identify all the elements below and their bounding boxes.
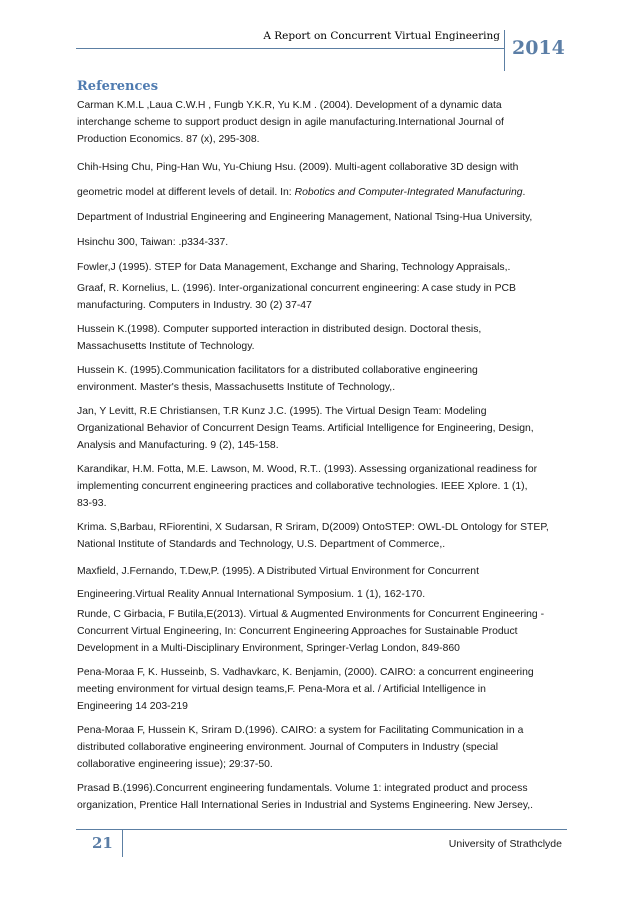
reference-line: distributed collaborative engineering environment. Journal of Computers in Industry (special — [77, 742, 499, 753]
reference-line: Jan, Y Levitt, R.E Christiansen, T.R Kunz J.C. (1995). The Virtual Design Team: Modeling — [77, 406, 487, 417]
reference-item — [77, 461, 567, 512]
reference-journal-title: Robotics and Computer-Integrated Manufacturing — [294, 187, 523, 198]
reference-item — [77, 722, 567, 773]
reference-line: Hussein K.(1998). Computer supported interaction in distributed design. Doctoral thesis, — [77, 324, 482, 335]
reference-item — [77, 519, 567, 553]
reference-line: Prasad B.(1996).Concurrent engineering fundamentals. Volume 1: integrated product and process — [77, 783, 528, 794]
reference-item — [77, 403, 567, 454]
reference-item — [77, 321, 567, 355]
reference-line: Development in a Multi-Disciplinary Environment, Springer-Verlag London, 849-860 — [77, 643, 460, 654]
reference-line: Krima. S,Barbau, RFiorentini, X Sudarsan, R Sriram, D(2009) OntoSTEP: OWL-DL Ontology for STEP, — [77, 522, 549, 533]
reference-line: Graaf, R. Kornelius, L. (1996). Inter-organizational concurrent engineering: A case study in PCB — [77, 283, 516, 294]
reference-line: implementing concurrent engineering practices and collaborative technologies. IEEE Xplore. 1 (1), — [77, 481, 528, 492]
reference-line: manufacturing. Computers in Industry. 30 (2) 37-47 — [77, 300, 312, 311]
reference-text: . — [522, 187, 526, 198]
reference-line: Carman K.M.L ,Laua C.W.H , Fungb Y.K.R, Yu K.M . (2004). Development of a dynamic data — [77, 100, 502, 111]
section-heading: References — [77, 79, 159, 94]
reference-line: Analysis and Manufacturing. 9 (2), 145-158. — [77, 440, 279, 451]
page-number: 21 — [92, 834, 113, 852]
reference-line — [77, 180, 567, 205]
reference-text: geometric model at different levels of detail. In: — [77, 187, 295, 198]
reference-item — [77, 155, 567, 255]
footer-page-divider — [122, 829, 123, 857]
reference-line: collaborative engineering issue); 29:37-50. — [77, 759, 273, 770]
reference-list — [77, 97, 567, 821]
reference-line: Concurrent Virtual Engineering, In: Concurrent Engineering Approaches for Sustainable Product — [77, 626, 518, 637]
reference-item — [77, 97, 567, 148]
footer-university: University of Strathclyde — [448, 838, 562, 850]
reference-line: Engineering 14 203-219 — [77, 701, 188, 712]
header-year-divider — [504, 30, 505, 71]
footer-rule — [76, 829, 567, 830]
reference-item — [77, 560, 567, 606]
reference-line: Hsinchu 300, Taiwan: .p334-337. — [77, 237, 229, 248]
reference-item — [77, 280, 567, 314]
reference-line: Engineering.Virtual Reality Annual International Symposium. 1 (1), 162-170. — [77, 589, 426, 600]
reference-line: Runde, C Girbacia, F Butila,E(2013). Virtual & Augmented Environments for Concurrent Engineering - — [77, 609, 545, 620]
header-year: 2014 — [512, 37, 565, 59]
reference-line: Pena-Moraa F, K. Husseinb, S. Vadhavkarc, K. Benjamin, (2000). CAIRO: a concurrent engineering — [77, 667, 534, 678]
header-title: A Report on Concurrent Virtual Engineering — [263, 30, 500, 42]
reference-line: National Institute of Standards and Technology, U.S. Department of Commerce,. — [77, 539, 446, 550]
reference-line: Department of Industrial Engineering and Engineering Management, National Tsing-Hua University, — [77, 212, 533, 223]
reference-line: Hussein K. (1995).Communication facilitators for a distributed collaborative engineering — [77, 365, 478, 376]
reference-line: organization, Prentice Hall International Series in Industrial and Systems Engineering. New Jersey,. — [77, 800, 534, 811]
reference-line: Karandikar, H.M. Fotta, M.E. Lawson, M. Wood, R.T.. (1993). Assessing organizational readiness for — [77, 464, 538, 475]
reference-line: environment. Master's thesis, Massachusetts Institute of Technology,. — [77, 382, 396, 393]
reference-line: Massachusetts Institute of Technology. — [77, 341, 255, 352]
reference-line: Fowler,J (1995). STEP for Data Management, Exchange and Sharing, Technology Appraisals,. — [77, 262, 511, 273]
reference-line: meeting environment for virtual design teams,F. Pena-Mora et al. / Artificial Intelligence in — [77, 684, 486, 695]
reference-item — [77, 606, 567, 657]
reference-line: Organizational Behavior of Concurrent Design Teams. Artificial Intelligence for Engineering, Design, — [77, 423, 534, 434]
reference-line: 83-93. — [77, 498, 107, 509]
reference-item — [77, 780, 567, 814]
header-rule — [76, 48, 504, 49]
reference-item — [77, 664, 567, 715]
reference-line: Chih-Hsing Chu, Ping-Han Wu, Yu-Chiung Hsu. (2009). Multi-agent collaborative 3D design with — [77, 162, 519, 173]
reference-line: Pena-Moraa F, Hussein K, Sriram D.(1996). CAIRO: a system for Facilitating Communication in a — [77, 725, 524, 736]
reference-item — [77, 362, 567, 396]
reference-item — [77, 255, 567, 280]
reference-line: Production Economics. 87 (x), 295-308. — [77, 134, 260, 145]
reference-line: interchange scheme to support product design in agile manufacturing.International Journal of — [77, 117, 504, 128]
reference-line: Maxfield, J.Fernando, T.Dew,P. (1995). A Distributed Virtual Environment for Concurrent — [77, 566, 479, 577]
